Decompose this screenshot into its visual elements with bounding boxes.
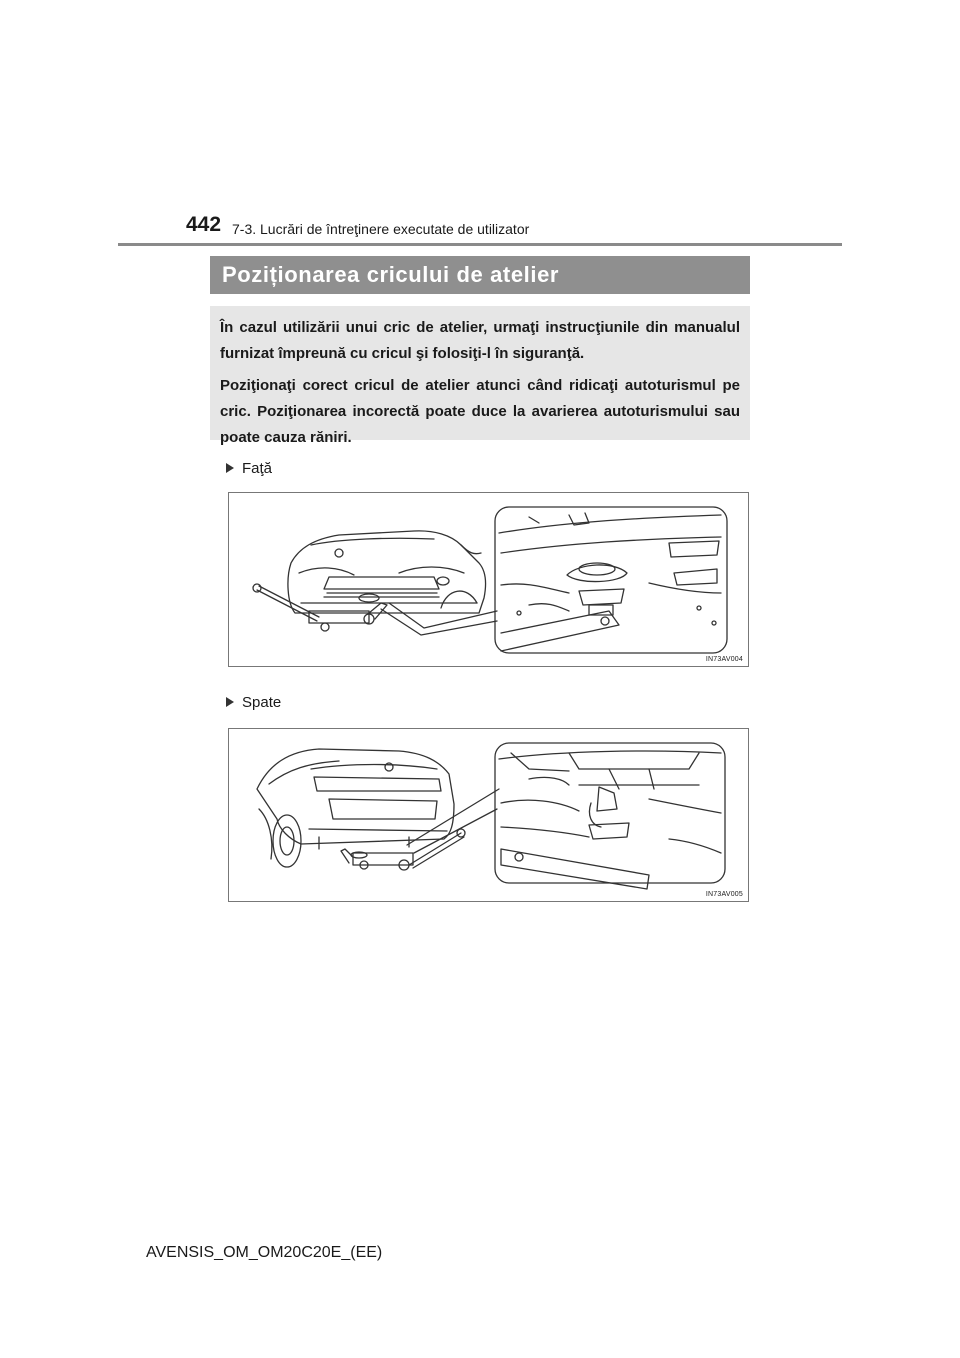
bullet-front (226, 460, 272, 477)
section-title: Poziționarea cricului de atelier (210, 256, 750, 294)
triangle-right-icon (226, 697, 234, 707)
figure-front (228, 492, 749, 667)
figure-code: IN73AV004 (705, 656, 743, 663)
document-id: AVENSIS_OM_OM20C20E_(EE) (146, 1244, 383, 1261)
bullet-label: Faţă (242, 460, 273, 477)
info-paragraph: În cazul utilizării unui cric de atelier, urmaţi instrucţiunile din manualul furnizat împreună cu cricul şi folosiţi-l în siguranţă. (220, 319, 740, 362)
rear-jack-illustration (229, 729, 750, 903)
figure-rear (228, 728, 749, 902)
figure-code: IN73AV005 (705, 891, 743, 898)
bullet-label: Spate (242, 694, 282, 711)
chapter-title: 7-3. Lucrări de întreţinere executate de utilizator (232, 221, 530, 237)
triangle-right-icon (226, 463, 234, 473)
front-jack-illustration (229, 493, 750, 668)
page-number: 442 (186, 213, 222, 236)
bullet-rear (226, 694, 281, 711)
header-divider (118, 243, 842, 246)
info-box (210, 306, 750, 446)
info-paragraph: Poziţionaţi corect cricul de atelier atunci când ridicaţi autoturismul pe cric. Poziţionarea incorectă poate duce la avarierea autoturismului sau poate cauza răniri. (220, 377, 740, 446)
